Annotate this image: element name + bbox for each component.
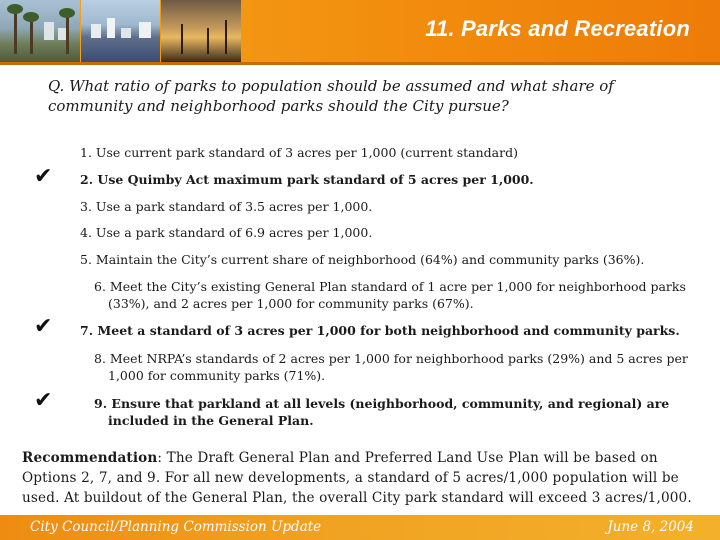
- option-number: 3.: [80, 199, 92, 214]
- option-number: 1.: [80, 145, 92, 160]
- header-divider: [0, 62, 720, 65]
- option-text: Maintain the City’s current share of neighborhood (64%) and community parks (36%).: [95, 252, 645, 267]
- checkmark-icon: ✔: [34, 314, 53, 339]
- header-bar: [0, 0, 720, 62]
- slide-title: 11. Parks and Recreation: [425, 16, 690, 41]
- recommendation-text: : The Draft General Plan and Preferred Land Use Plan will be based on Options 2, 7, and 9. For all new developments, a standard of 5 acres/1,000 population will be used. At buildout of the General Plan, the overall City park standard will exceed 3 acres/1,000.: [22, 450, 692, 506]
- option-1: [80, 144, 700, 161]
- option-text: Use a park standard of 6.9 acres per 1,000.: [95, 225, 373, 240]
- city-skyline-photo: [81, 0, 161, 62]
- option-6: [94, 278, 714, 312]
- header-photo-strip: [0, 0, 242, 62]
- option-number: 6.: [94, 279, 106, 294]
- option-number: 9.: [94, 396, 108, 411]
- checkmark-icon: ✔: [34, 164, 53, 189]
- option-text: Meet NRPA’s standards of 2 acres per 1,000 for neighborhood parks (29%) and 5 acres per 1,000 for community parks (71%).: [108, 351, 688, 383]
- option-number: 2.: [80, 172, 94, 187]
- footer-date: June 8, 2004: [607, 519, 694, 535]
- recommendation-paragraph: [22, 448, 702, 508]
- option-4: [80, 224, 700, 241]
- checkmark-icon: ✔: [34, 388, 53, 413]
- option-text: Use a park standard of 3.5 acres per 1,000.: [95, 199, 373, 214]
- option-9: [94, 395, 714, 429]
- option-text: Use current park standard of 3 acres per 1,000 (current standard): [95, 145, 518, 160]
- palm-tree-photo: [0, 0, 80, 62]
- footer-bar: [0, 515, 720, 540]
- option-text: Meet the City’s existing General Plan standard of 1 acre per 1,000 for neighborhood parks (33%), and 2 acres per 1,000 for community parks (67%).: [108, 279, 686, 311]
- option-text: Meet a standard of 3 acres per 1,000 for both neighborhood and community parks.: [97, 323, 680, 338]
- option-8: [94, 350, 714, 384]
- recommendation-label: Recommendation: [22, 450, 158, 466]
- option-5: [80, 251, 700, 268]
- option-number: 5.: [80, 252, 92, 267]
- option-3: [80, 198, 700, 215]
- sunset-field-photo: [161, 0, 241, 62]
- option-text: Ensure that parkland at all levels (neighborhood, community, and regional) are included in the General Plan.: [108, 396, 670, 428]
- option-number: 7.: [80, 323, 94, 338]
- option-number: 4.: [80, 225, 92, 240]
- option-7: [80, 322, 700, 339]
- question-text: Q. What ratio of parks to population should be assumed and what share of community and neighborhood parks should the City pursue?: [48, 77, 614, 115]
- footer-left-text: City Council/Planning Commission Update: [30, 519, 322, 535]
- option-2: [80, 171, 700, 188]
- option-number: 8.: [94, 351, 106, 366]
- option-text: Use Quimby Act maximum park standard of 5 acres per 1,000.: [97, 172, 534, 187]
